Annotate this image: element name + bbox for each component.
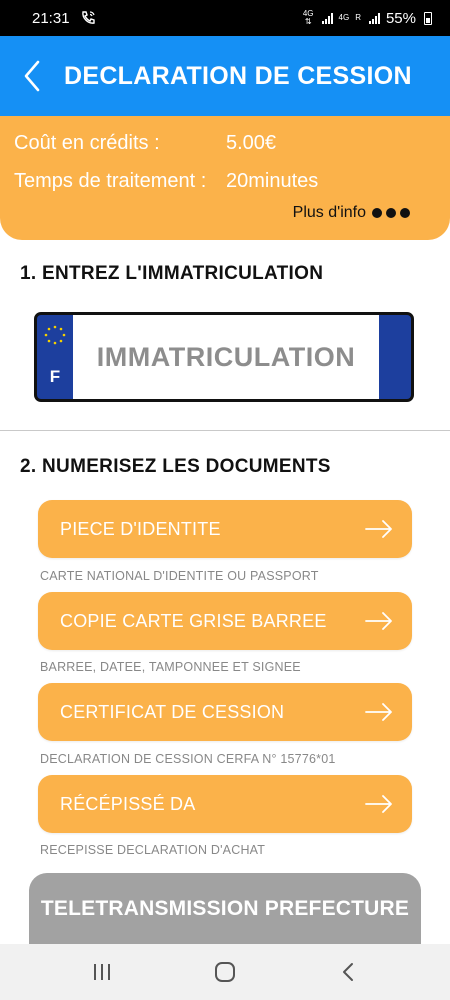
transfer-certificate-button[interactable] bbox=[38, 683, 412, 741]
more-dots-icon bbox=[372, 208, 410, 218]
doc-button-label: RÉCÉPISSÉ DA bbox=[60, 793, 196, 814]
page-title: DECLARATION DE CESSION bbox=[64, 61, 412, 90]
arrow-right-icon bbox=[364, 611, 394, 631]
arrow-right-icon bbox=[364, 794, 394, 814]
identity-document-button[interactable] bbox=[38, 500, 412, 558]
signal-icon bbox=[322, 13, 333, 24]
processing-time-label: Temps de traitement : bbox=[14, 170, 207, 192]
status-bar bbox=[0, 0, 450, 36]
registration-card-button[interactable] bbox=[38, 592, 412, 650]
system-back-button[interactable] bbox=[318, 950, 378, 994]
plate-right-band bbox=[379, 315, 411, 399]
system-nav-bar bbox=[0, 944, 450, 1000]
signal-icon-2 bbox=[369, 13, 380, 24]
cost-value: 5.00€ bbox=[226, 132, 277, 154]
battery-icon bbox=[424, 12, 432, 25]
processing-time-value: 20minutes bbox=[226, 170, 319, 192]
doc-button-label: PIECE D'IDENTITE bbox=[60, 518, 221, 539]
status-time: 21:31 bbox=[32, 9, 70, 27]
purchase-receipt-button[interactable] bbox=[38, 775, 412, 833]
cost-row bbox=[14, 132, 276, 155]
recent-apps-icon bbox=[92, 963, 112, 981]
eu-stars-icon bbox=[37, 321, 73, 361]
doc-button-label: CERTIFICAT DE CESSION bbox=[60, 701, 285, 722]
home-button[interactable] bbox=[195, 950, 255, 994]
doc-caption: BARREE, DATEE, TAMPONNEE ET SIGNEE bbox=[40, 660, 301, 674]
home-icon bbox=[214, 961, 236, 983]
app-header bbox=[0, 36, 450, 116]
back-chevron-icon bbox=[341, 962, 355, 982]
more-info-label: Plus d'info bbox=[292, 204, 366, 221]
battery-percent: 55% bbox=[385, 9, 416, 27]
chevron-left-icon bbox=[22, 59, 42, 93]
teletransmission-button[interactable]: TELETRANSMISSION PREFECTURE bbox=[29, 873, 421, 953]
processing-time-row bbox=[14, 170, 318, 193]
back-button[interactable] bbox=[0, 36, 64, 116]
plate-country-code: F bbox=[49, 367, 61, 386]
doc-caption: CARTE NATIONAL D'IDENTITE OU PASSPORT bbox=[40, 569, 319, 583]
roaming-indicator: R bbox=[355, 13, 361, 22]
info-panel bbox=[0, 116, 450, 240]
registration-input[interactable]: IMMATRICULATION bbox=[73, 315, 379, 399]
status-right bbox=[303, 10, 432, 27]
status-left bbox=[32, 10, 96, 27]
section-divider bbox=[0, 430, 450, 431]
arrow-right-icon bbox=[364, 702, 394, 722]
section-title-registration: 1. ENTREZ L'IMMATRICULATION bbox=[20, 263, 324, 284]
network-type-2: 4G bbox=[338, 13, 350, 22]
cost-label: Coût en crédits : bbox=[14, 132, 160, 154]
section-title-documents: 2. NUMERISEZ LES DOCUMENTS bbox=[20, 456, 331, 477]
doc-caption: RECEPISSE DECLARATION D'ACHAT bbox=[40, 843, 266, 857]
plate-eu-band bbox=[37, 315, 73, 399]
recent-apps-button[interactable] bbox=[72, 950, 132, 994]
more-info-button[interactable] bbox=[293, 204, 410, 222]
network-type-1: 4G ⇅ bbox=[302, 9, 314, 26]
call-wifi-icon bbox=[80, 10, 96, 26]
license-plate bbox=[34, 312, 414, 402]
doc-caption: DECLARATION DE CESSION CERFA N° 15776*01 bbox=[40, 752, 336, 766]
arrow-right-icon bbox=[364, 519, 394, 539]
doc-button-label: COPIE CARTE GRISE BARREE bbox=[60, 610, 327, 631]
